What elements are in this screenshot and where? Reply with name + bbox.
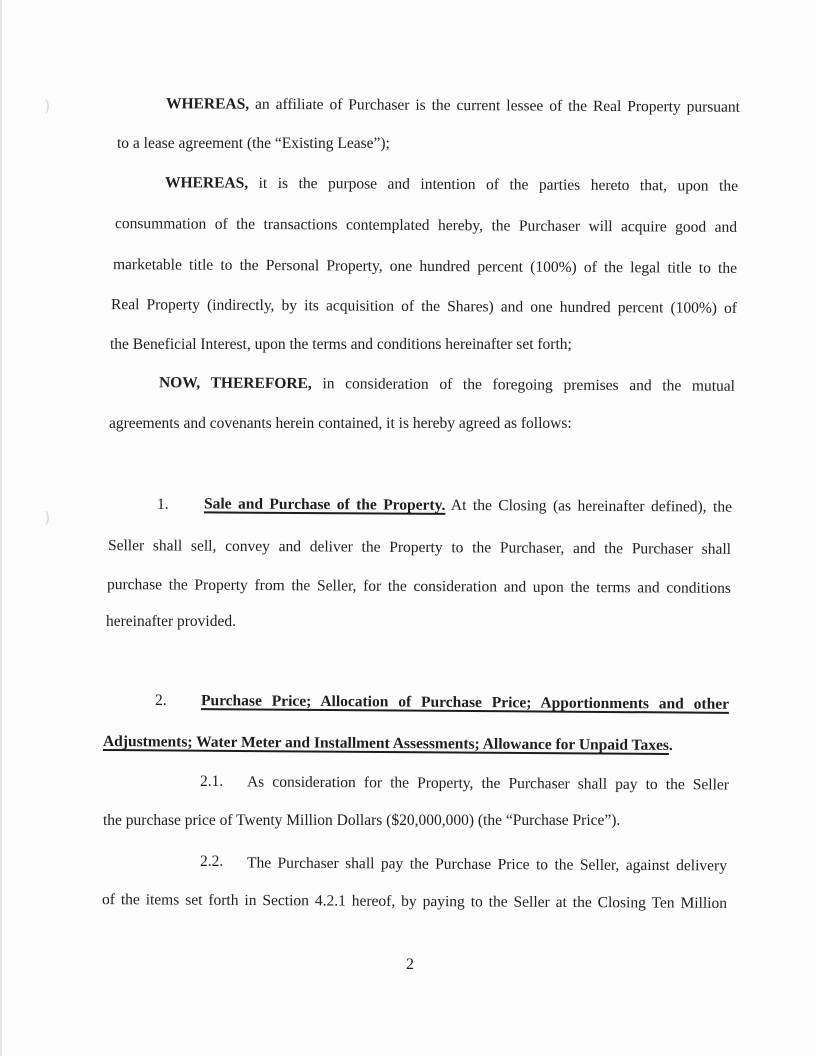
section-1-line-2: Seller shall sell, convey and deliver the Property to the Purchaser, and the Purchaser shall <box>107 537 732 558</box>
section-1-line-3: purchase the Property from the Seller, for the consideration and upon the terms and conditions <box>106 576 732 597</box>
section-2-number: 2. <box>155 692 167 709</box>
section-1-line-4: hereinafter provided. <box>106 613 236 630</box>
binder-hole-mark: ) <box>44 508 51 527</box>
section-2-2-number: 2.2. <box>200 853 224 870</box>
whereas-1-line-1: WHEREAS, an affiliate of Purchaser is the current lessee of the Real Property pursuant <box>165 95 741 116</box>
section-2-1-line-1: As consideration for the Property, the Purchaser shall pay to the Seller <box>246 773 730 794</box>
whereas-2-line-1: WHEREAS, it is the purpose and intention of the parties hereto that, upon the <box>164 174 739 195</box>
whereas-2-line-4: Real Property (indirectly, by its acquisition of the Shares) and one hundred percent (100%) of <box>110 296 738 317</box>
page-number: 2 <box>406 956 414 973</box>
section-2-1-line-2: the purchase price of Twenty Million Dollars ($20,000,000) (the “Purchase Price”). <box>103 812 621 829</box>
whereas-2-line-2: consummation of the transactions contemplated hereby, the Purchaser will acquire good and <box>114 215 738 236</box>
now-therefore-line-2: agreements and covenants herein contained, it is hereby agreed as follows: <box>109 415 572 432</box>
section-2-2-line-2: of the items set forth in Section 4.2.1 hereof, by paying to the Seller at the Closing Ten Million <box>101 891 728 912</box>
whereas-lead: WHEREAS, <box>164 174 249 192</box>
now-therefore-line-1: NOW, THEREFORE, in consideration of the foregoing premises and the mutual <box>158 374 736 395</box>
section-2-1-number: 2.1. <box>200 773 224 790</box>
whereas-1-line-2: to a lease agreement (the “Existing Lease”); <box>117 135 390 152</box>
section-2-heading-line-1-text: Purchase Price; Allocation of Purchase Price; Apportionments and other <box>200 692 730 713</box>
section-2-heading-line-1 <box>201 692 729 714</box>
section-1-heading: Sale and Purchase of the Property. <box>203 495 446 514</box>
now-therefore-lead: NOW, THEREFORE, <box>158 374 312 393</box>
section-2-2-line-1: The Purchaser shall pay the Purchase Price to the Seller, against delivery <box>246 854 728 875</box>
page-left-edge <box>0 0 2 1056</box>
section-1-number: 1. <box>157 496 169 513</box>
whereas-lead: WHEREAS, <box>165 95 250 113</box>
section-2-heading-line-2-text: Adjustments; Water Meter and Installment Assessments; Allowance for Unpaid Taxes <box>102 733 669 754</box>
binder-hole-mark: ) <box>44 96 51 115</box>
section-1-line-1: Sale and Purchase of the Property. At the Closing (as hereinafter defined), the <box>203 495 733 516</box>
whereas-2-line-3: marketable title to the Personal Property, one hundred percent (100%) of the legal title to the <box>112 256 738 277</box>
section-2-heading-line-2: Adjustments; Water Meter and Installment Assessments; Allowance for Unpaid Taxes. <box>102 733 673 754</box>
whereas-2-line-5: the Beneficial Interest, upon the terms and conditions hereinafter set forth; <box>110 336 572 353</box>
